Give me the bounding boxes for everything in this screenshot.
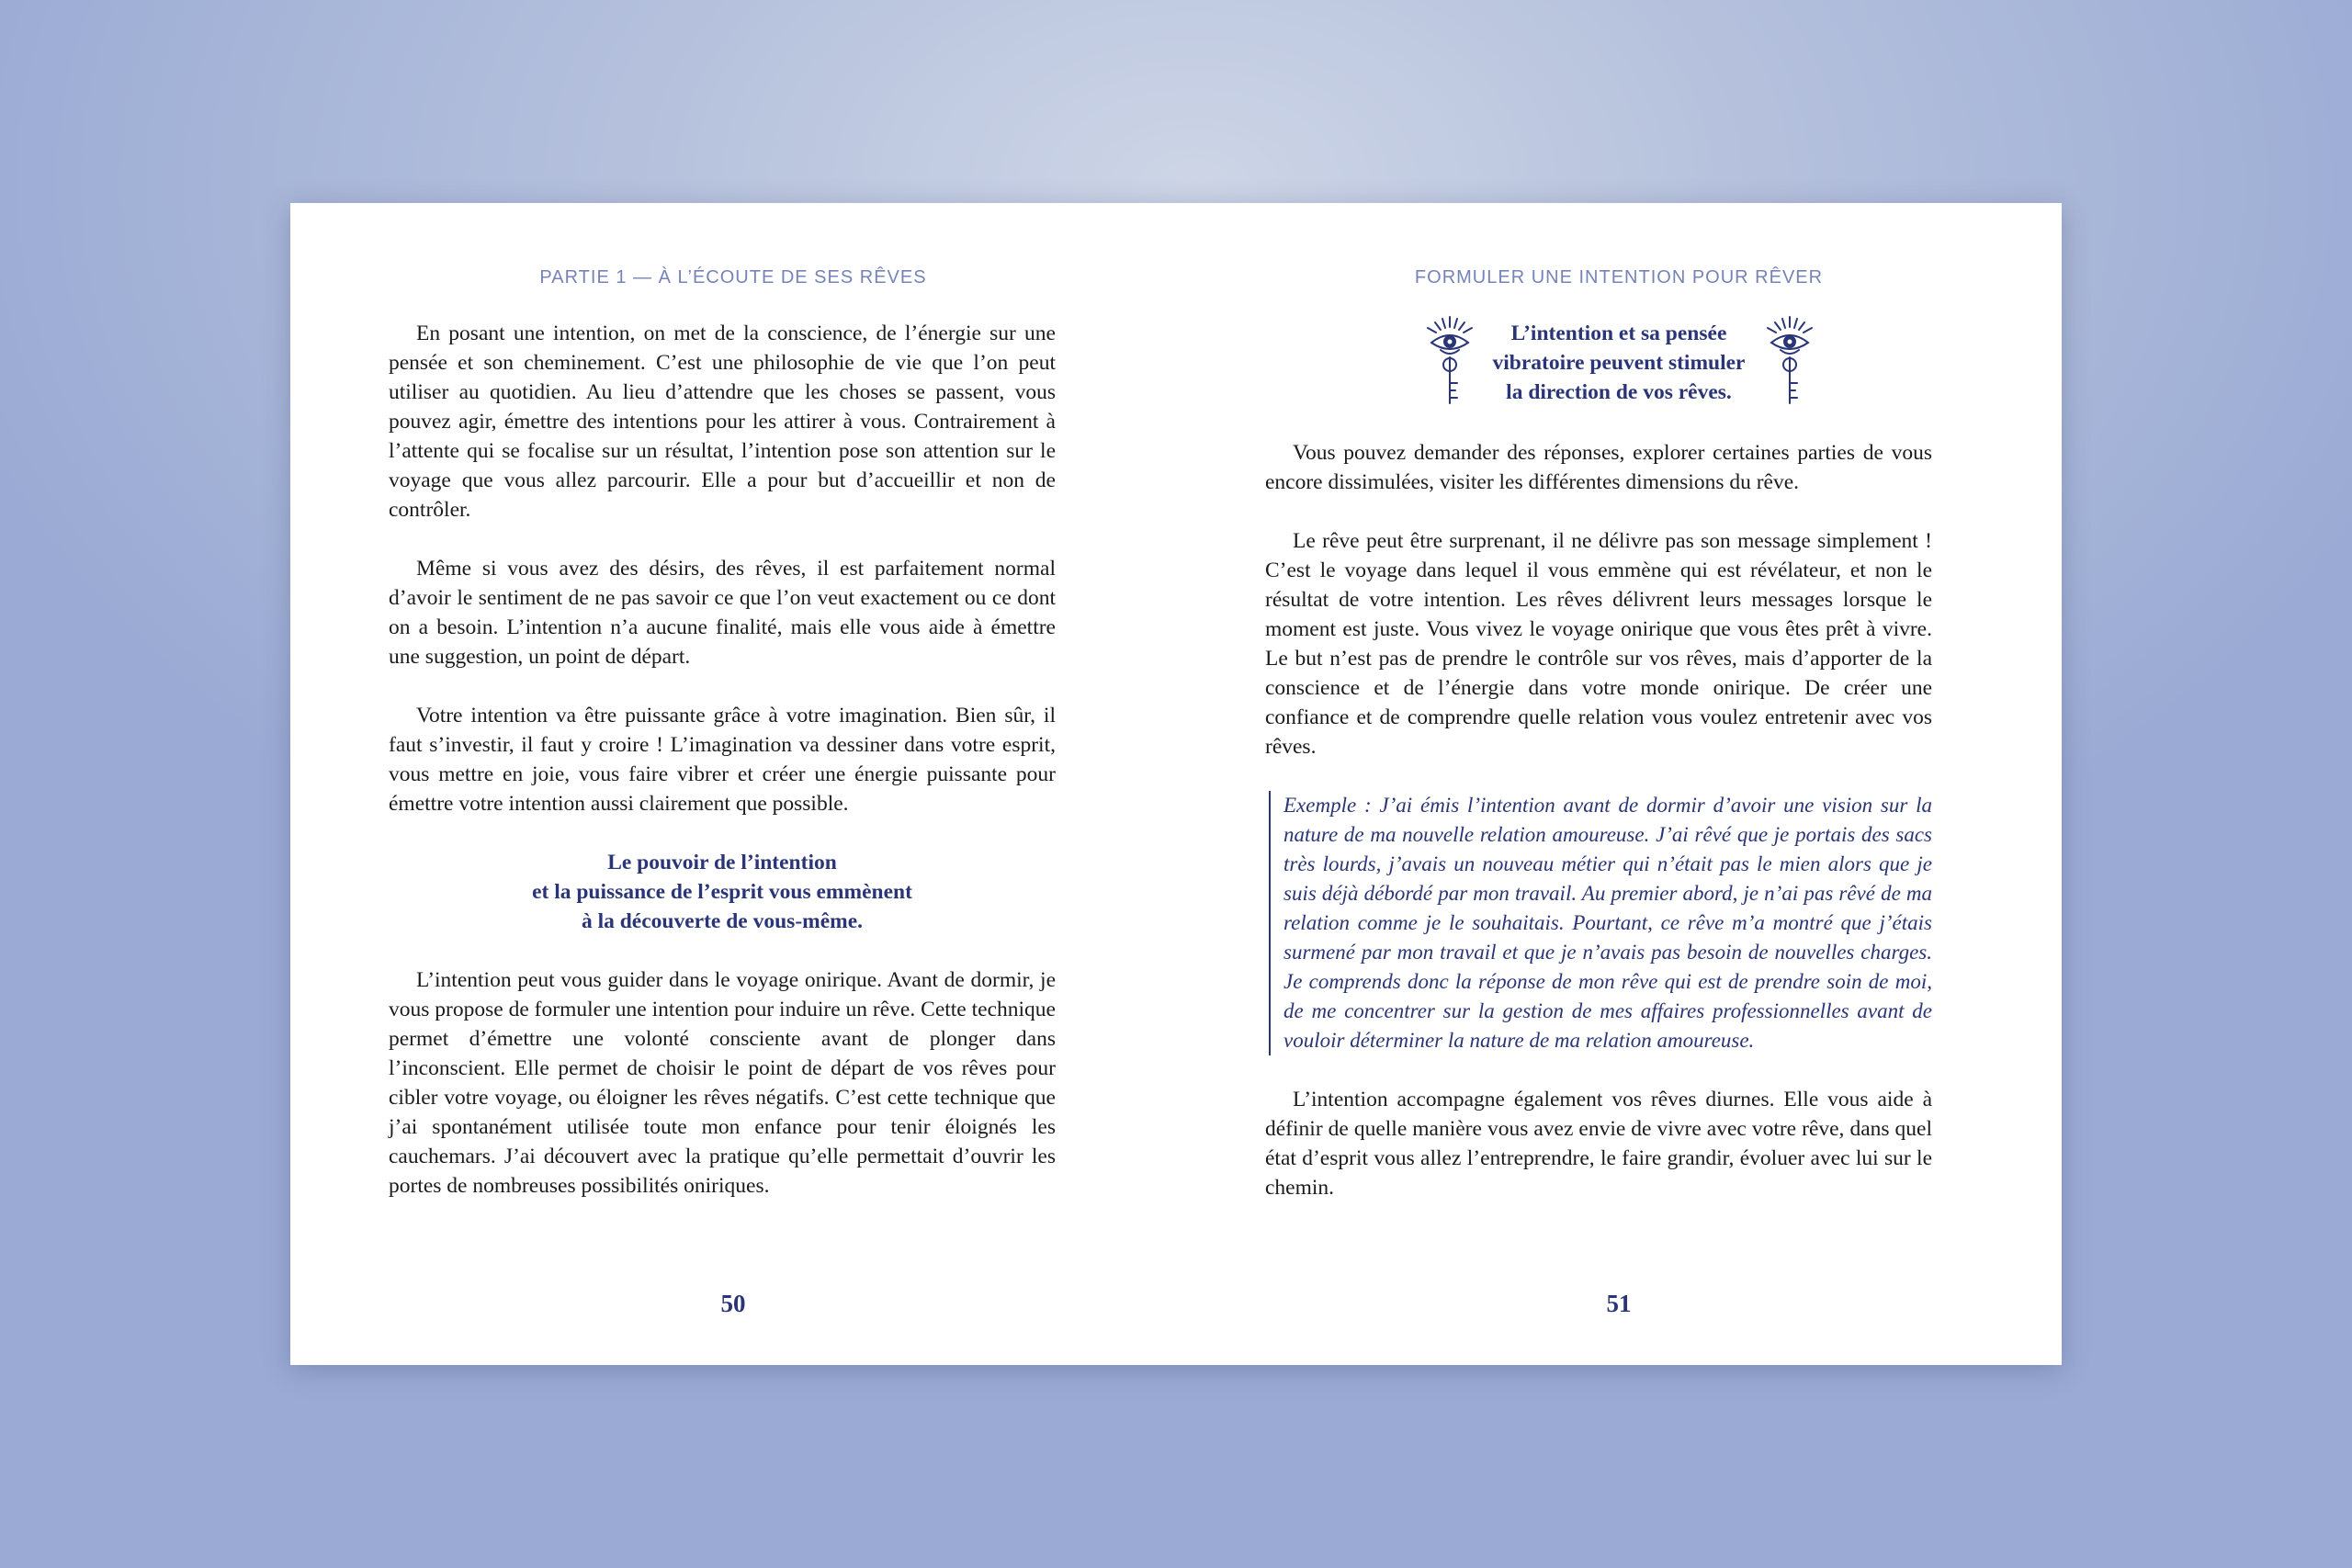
paragraph: Vous pouvez demander des réponses, explorer certaines parties de vous encore dissimulées, visiter les différentes dimensions du rêve.	[1265, 441, 1932, 494]
top-quote-line: L’intention et sa pensée	[1510, 321, 1727, 345]
book-spread	[290, 203, 2062, 1365]
paragraph: Même si vous avez des désirs, des rêves, il est parfaitement normal d’avoir le sentiment de ne pas savoir ce que l’on veut exactement ou ce dont on a besoin. L’intention n’a aucune finalité, mais elle vous aide à émettre une suggestion, un point de départ.	[389, 557, 1056, 669]
page-number-left: 50	[720, 1290, 746, 1317]
right-page	[1176, 203, 2062, 1365]
pullquote	[389, 848, 1056, 936]
left-page	[290, 203, 1176, 1365]
example-block: Exemple : J’ai émis l’intention avant de dormir d’avoir une vision sur la nature de ma nouvelle relation amoureuse. J’ai rêvé que je portais des sacs très lourds, j’avais un nouveau métier qui n’était pas le mien alors que je suis déjà débordé par mon travail. Au premier abord, je n’ai pas rêvé de ma relation comme je le souhaitais. Pourtant, ce rêve m’a montré que j’étais surmené par mon travail et que je n’avais pas besoin de nouvelles charges. Je comprends donc la réponse de mon rêve qui est de prendre soin de moi, de me concentrer sur la gestion de mes affaires professionnelles avant de vouloir déterminer la nature de ma relation amoureuse.	[1269, 791, 1932, 1055]
top-quote-line: vibratoire peuvent stimuler	[1492, 351, 1746, 375]
paragraph: En posant une intention, on met de la conscience, de l’énergie sur une pensée et son cheminement. C’est une philosophie de vie que l’on peut utiliser au quotidien. Au lieu d’attendre que les choses se passent, vous pouvez agir, émettre des intentions pour les attirer à vous. Contrairement à l’attente qui se focalise sur un résultat, l’intention pose son attention sur le voyage que vous allez parcourir. Elle a pour but d’accueillir et non de contrôler.	[389, 321, 1056, 522]
top-quote-text	[1176, 319, 2062, 407]
running-head-right: FORMULER UNE INTENTION POUR RÊVER	[1414, 267, 1824, 288]
paragraph: L’intention accompagne également vos rêves diurnes. Elle vous aide à définir de quelle manière vous avez envie de vivre avec votre rêve, dans quel état d’esprit vous allez l’entreprendre, le faire grandir, évoluer avec lui sur le chemin.	[1265, 1088, 1932, 1200]
eye-key-icon	[1760, 315, 1819, 411]
page-number-right: 51	[1606, 1290, 1632, 1317]
paragraph: L’intention peut vous guider dans le voyage onirique. Avant de dormir, je vous propose de formuler une intention pour induire un rêve. Cette technique permet d’émettre une volonté consciente avant de plonger dans l’inconscient. Elle permet de choisir le point de départ de vos rêves pour cibler votre voyage, ou éloigner les rêves négatifs. C’est cette technique que j’ai spontanément utilisée toute mon enfance pour tenir éloignés les cauchemars. J’ai découvert avec la pratique qu’elle permettait d’ouvrir les portes de nombreuses possibilités oniriques.	[389, 968, 1056, 1198]
top-quote-line: la direction de vos rêves.	[1506, 380, 1732, 404]
pullquote-line: à la découverte de vous-même.	[581, 909, 864, 933]
left-text-column	[389, 319, 1056, 1230]
paragraph: Le rêve peut être surprenant, il ne délivre pas son message simplement ! C’est le voyage dans lequel il vous emmène qui est révélateur, et non le résultat de votre intention. Les rêves délivrent leurs messages lorsque le moment est juste. Vous vivez le voyage onirique que vous êtes prêt à vivre. Le but n’est pas de prendre le contrôle sur vos rêves, mais d’apporter de la conscience et de l’énergie dans votre monde onirique. De créer une confiance et de comprendre quelle relation vous voulez entretenir avec vos rêves.	[1265, 529, 1932, 759]
running-head-left: PARTIE 1 — À L’ÉCOUTE DE SES RÊVES	[539, 267, 927, 288]
right-text-column	[1265, 438, 1932, 1232]
pullquote-line: Le pouvoir de l’intention	[607, 851, 837, 874]
top-quote-block	[1176, 319, 2062, 411]
paragraph: Votre intention va être puissante grâce à votre imagination. Bien sûr, il faut s’investir, il faut y croire ! L’imagination va dessiner dans votre esprit, vous mettre en joie, vous faire vibrer et créer une énergie puissante pour émettre votre intention aussi clairement que possible.	[389, 704, 1056, 816]
pullquote-line: et la puissance de l’esprit vous emmènent	[532, 880, 912, 904]
